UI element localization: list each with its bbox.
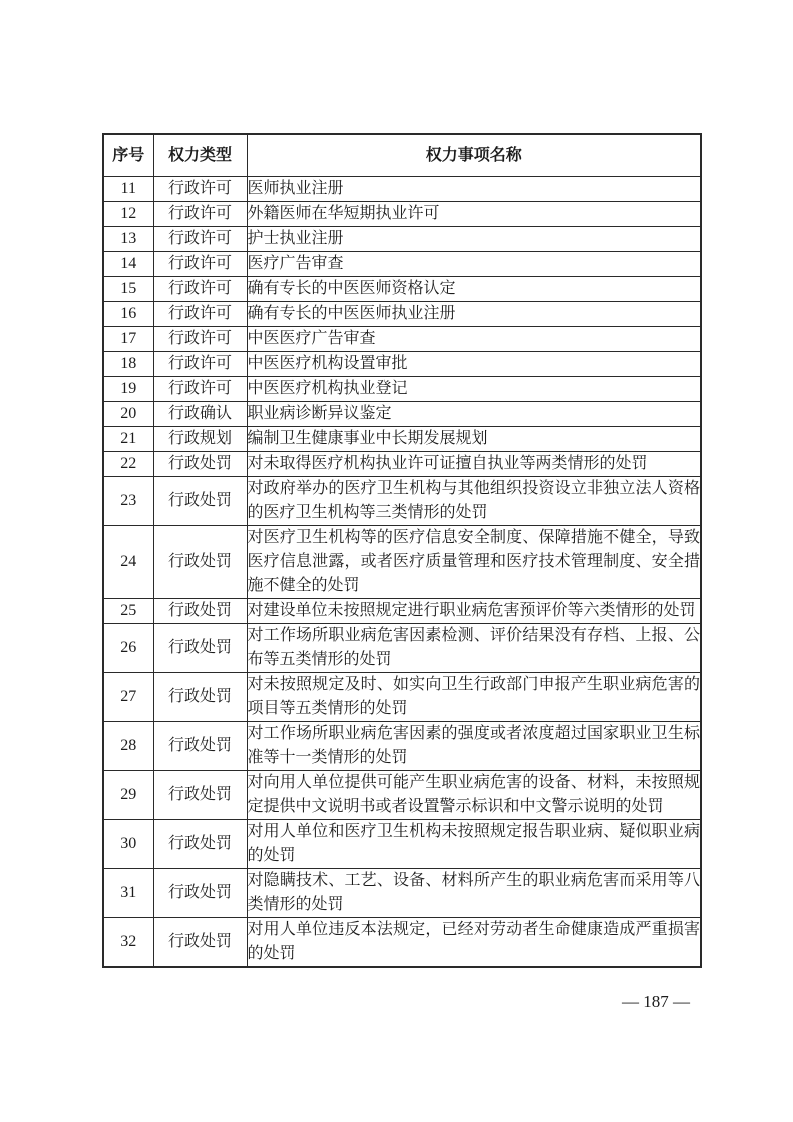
table-body xyxy=(103,177,701,968)
power-type-cell: 行政处罚 xyxy=(153,526,247,599)
table-row xyxy=(103,918,701,968)
power-item-name-cell: 对工作场所职业病危害因素检测、评价结果没有存档、上报、公布等五类情形的处罚 xyxy=(247,624,701,673)
header-row xyxy=(103,134,701,177)
table-row xyxy=(103,377,701,402)
power-item-name-cell: 医疗广告审查 xyxy=(247,252,701,277)
table-row xyxy=(103,252,701,277)
power-type-cell: 行政处罚 xyxy=(153,771,247,820)
row-number-cell: 27 xyxy=(103,673,153,722)
row-number-cell: 23 xyxy=(103,477,153,526)
power-item-name-cell: 中医医疗广告审查 xyxy=(247,327,701,352)
table-row xyxy=(103,227,701,252)
power-item-name-cell: 对工作场所职业病危害因素的强度或者浓度超过国家职业卫生标准等十一类情形的处罚 xyxy=(247,722,701,771)
row-number-cell: 12 xyxy=(103,202,153,227)
power-type-cell: 行政许可 xyxy=(153,177,247,202)
power-item-name-cell: 确有专长的中医医师执业注册 xyxy=(247,302,701,327)
row-number-cell: 26 xyxy=(103,624,153,673)
row-number-cell: 29 xyxy=(103,771,153,820)
row-number-cell: 28 xyxy=(103,722,153,771)
column-header-1: 权力类型 xyxy=(153,134,247,177)
power-type-cell: 行政许可 xyxy=(153,352,247,377)
page-number: — 187 — xyxy=(622,992,690,1011)
power-item-name-cell: 对用人单位违反本法规定，已经对劳动者生命健康造成严重损害的处罚 xyxy=(247,918,701,968)
table-row xyxy=(103,202,701,227)
power-type-cell: 行政处罚 xyxy=(153,918,247,968)
row-number-cell: 30 xyxy=(103,820,153,869)
power-type-cell: 行政许可 xyxy=(153,327,247,352)
table-row xyxy=(103,177,701,202)
table-row xyxy=(103,526,701,599)
table-row xyxy=(103,352,701,377)
power-item-name-cell: 对建设单位未按照规定进行职业病危害预评价等六类情形的处罚 xyxy=(247,599,701,624)
power-type-cell: 行政处罚 xyxy=(153,452,247,477)
table-row xyxy=(103,599,701,624)
power-type-cell: 行政确认 xyxy=(153,402,247,427)
table-row xyxy=(103,302,701,327)
power-item-name-cell: 护士执业注册 xyxy=(247,227,701,252)
table-row xyxy=(103,820,701,869)
power-item-name-cell: 对向用人单位提供可能产生职业病危害的设备、材料，未按照规定提供中文说明书或者设置警示标识和中文警示说明的处罚 xyxy=(247,771,701,820)
row-number-cell: 17 xyxy=(103,327,153,352)
column-header-0: 序号 xyxy=(103,134,153,177)
power-type-cell: 行政处罚 xyxy=(153,599,247,624)
power-type-cell: 行政处罚 xyxy=(153,820,247,869)
power-item-name-cell: 对隐瞒技术、工艺、设备、材料所产生的职业病危害而采用等八类情形的处罚 xyxy=(247,869,701,918)
power-item-name-cell: 医师执业注册 xyxy=(247,177,701,202)
power-item-name-cell: 对未按照规定及时、如实向卫生行政部门申报产生职业病危害的项目等五类情形的处罚 xyxy=(247,673,701,722)
row-number-cell: 16 xyxy=(103,302,153,327)
power-type-cell: 行政许可 xyxy=(153,302,247,327)
power-item-name-cell: 对政府举办的医疗卫生机构与其他组织投资设立非独立法人资格的医疗卫生机构等三类情形的处罚 xyxy=(247,477,701,526)
power-item-name-cell: 外籍医师在华短期执业许可 xyxy=(247,202,701,227)
power-item-name-cell: 中医医疗机构设置审批 xyxy=(247,352,701,377)
power-items-table xyxy=(102,133,702,968)
row-number-cell: 15 xyxy=(103,277,153,302)
table-header xyxy=(103,134,701,177)
row-number-cell: 22 xyxy=(103,452,153,477)
row-number-cell: 31 xyxy=(103,869,153,918)
row-number-cell: 21 xyxy=(103,427,153,452)
power-item-name-cell: 编制卫生健康事业中长期发展规划 xyxy=(247,427,701,452)
power-type-cell: 行政处罚 xyxy=(153,477,247,526)
power-type-cell: 行政规划 xyxy=(153,427,247,452)
power-type-cell: 行政处罚 xyxy=(153,869,247,918)
power-item-name-cell: 对医疗卫生机构等的医疗信息安全制度、保障措施不健全，导致医疗信息泄露，或者医疗质量管理和医疗技术管理制度、安全措施不健全的处罚 xyxy=(247,526,701,599)
row-number-cell: 20 xyxy=(103,402,153,427)
power-type-cell: 行政处罚 xyxy=(153,624,247,673)
table-row xyxy=(103,427,701,452)
row-number-cell: 32 xyxy=(103,918,153,968)
table-row xyxy=(103,722,701,771)
power-item-name-cell: 确有专长的中医医师资格认定 xyxy=(247,277,701,302)
power-type-cell: 行政许可 xyxy=(153,277,247,302)
table-row xyxy=(103,673,701,722)
power-type-cell: 行政处罚 xyxy=(153,722,247,771)
table-row xyxy=(103,327,701,352)
row-number-cell: 14 xyxy=(103,252,153,277)
table-row xyxy=(103,771,701,820)
power-type-cell: 行政许可 xyxy=(153,252,247,277)
power-type-cell: 行政处罚 xyxy=(153,673,247,722)
table-row xyxy=(103,277,701,302)
table-row xyxy=(103,869,701,918)
table-row xyxy=(103,402,701,427)
row-number-cell: 18 xyxy=(103,352,153,377)
table-row xyxy=(103,452,701,477)
table-row xyxy=(103,624,701,673)
power-type-cell: 行政许可 xyxy=(153,227,247,252)
power-type-cell: 行政许可 xyxy=(153,202,247,227)
row-number-cell: 11 xyxy=(103,177,153,202)
power-type-cell: 行政许可 xyxy=(153,377,247,402)
column-header-2: 权力事项名称 xyxy=(247,134,701,177)
table-row xyxy=(103,477,701,526)
power-item-name-cell: 对未取得医疗机构执业许可证擅自执业等两类情形的处罚 xyxy=(247,452,701,477)
row-number-cell: 19 xyxy=(103,377,153,402)
power-item-name-cell: 对用人单位和医疗卫生机构未按照规定报告职业病、疑似职业病的处罚 xyxy=(247,820,701,869)
power-item-name-cell: 中医医疗机构执业登记 xyxy=(247,377,701,402)
row-number-cell: 24 xyxy=(103,526,153,599)
row-number-cell: 25 xyxy=(103,599,153,624)
row-number-cell: 13 xyxy=(103,227,153,252)
power-item-name-cell: 职业病诊断异议鉴定 xyxy=(247,402,701,427)
